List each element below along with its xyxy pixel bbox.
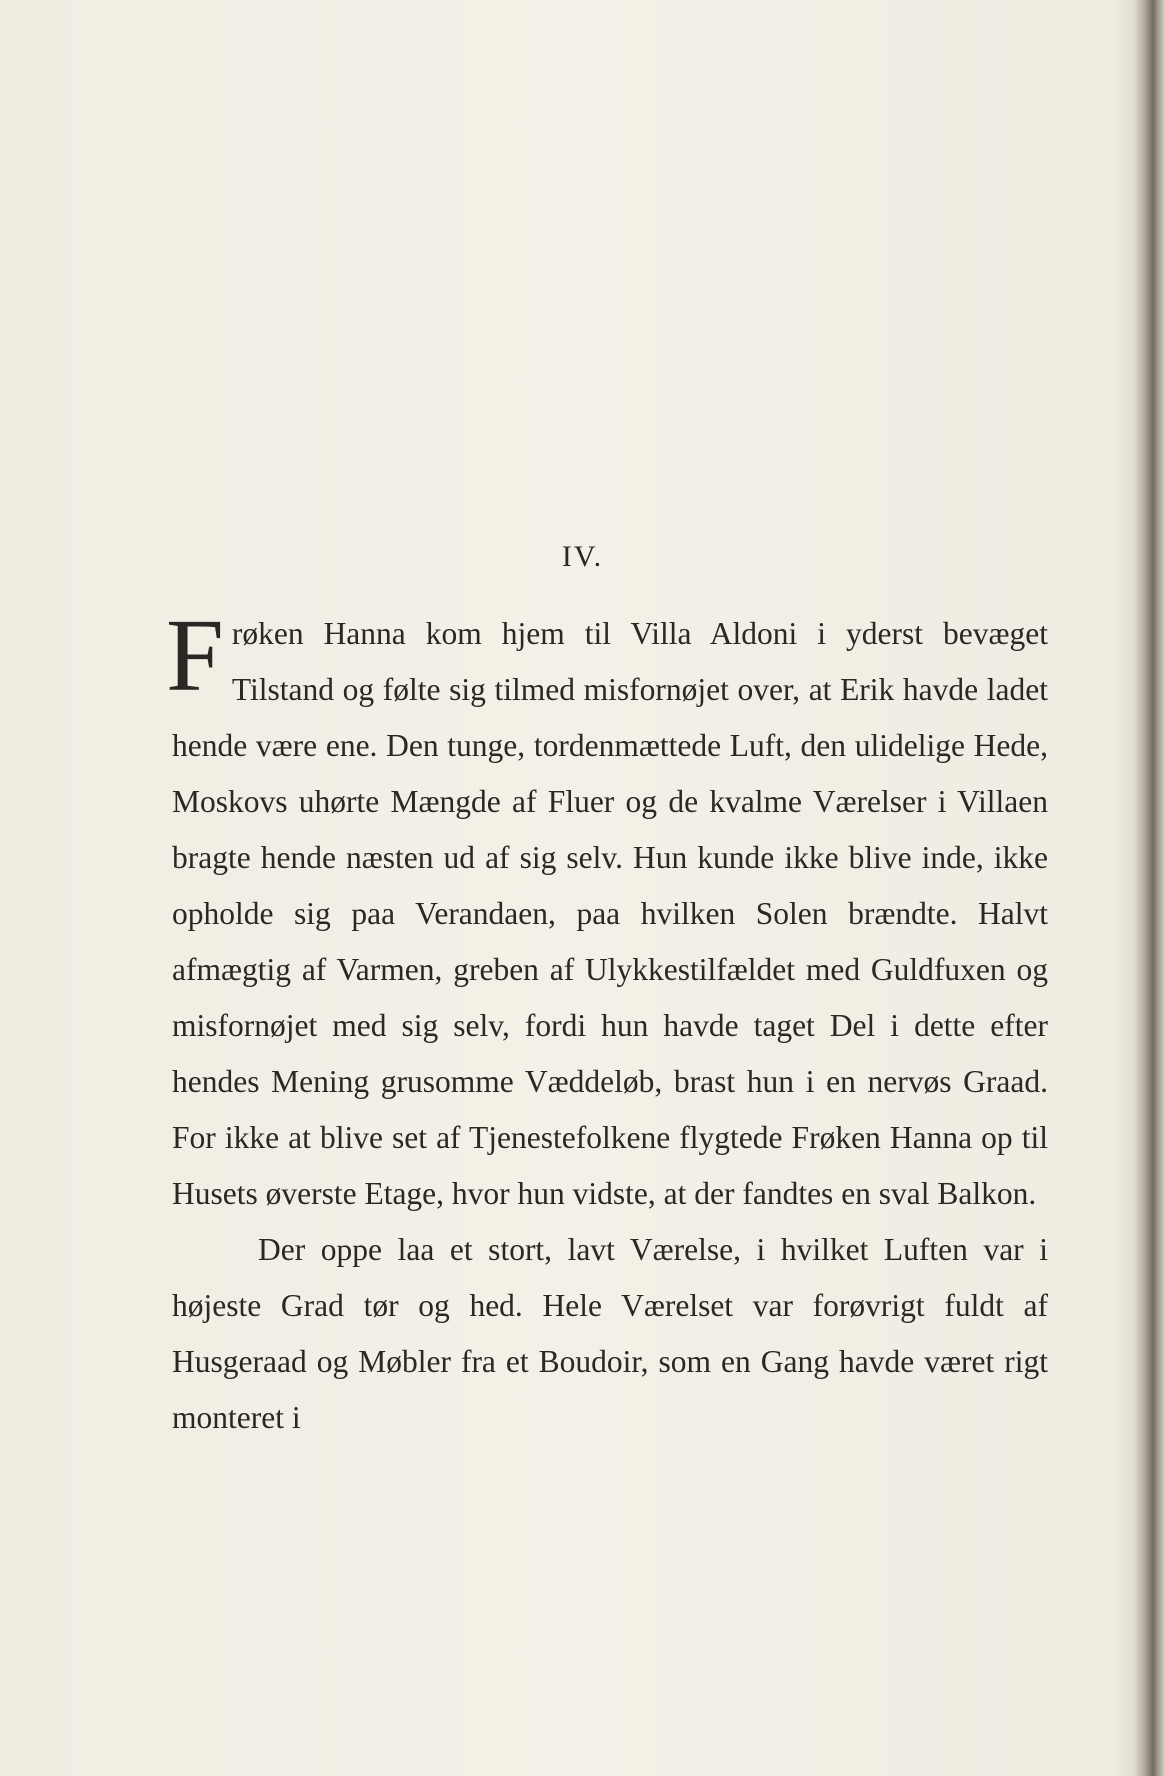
paragraph-1 [166, 598, 1048, 1222]
page-edge [1135, 0, 1165, 1776]
paragraph-1-text: røken Hanna kom hjem til Villa Aldoni i yderst bevæget Tilstand og følte sig tilmed misfornøjet over, at Erik havde ladet hende være ene. Den tunge, tordenmættede Luft, den ulidelige Hede, Moskovs uhørte Mængde af Fluer og de kvalme Værelser i Villaen bragte hende næsten ud af sig selv. Hun kunde ikke blive inde, ikke opholde sig paa Verandaen, paa hvilken Solen brændte. Halvt afmægtig af Varmen, greben af Ulykkestilfældet med Guldfuxen og misfornøjet med sig selv, fordi hun havde taget Del i dette efter hendes Mening grusomme Væddeløb, brast hun i en nervøs Graad. For ikke at blive set af Tjenestefolkene flygtede Frøken Hanna op til Husets øverste Etage, hvor hun vidste, at der fandtes en sval Balkon. [172, 616, 1048, 1211]
body-text [166, 598, 1048, 1446]
chapter-heading: IV. [561, 540, 604, 573]
paragraph-2: Der oppe laa et stort, lavt Værelse, i hvilket Luften var i højeste Grad tør og hed. Hele Værelset var forøvrigt fuldt af Husgeraad og Møbler fra et Boudoir, som en Gang havde været rigt monteret i [172, 1232, 1048, 1435]
binding-shadow [1115, 0, 1135, 1776]
drop-cap: F [166, 598, 224, 713]
